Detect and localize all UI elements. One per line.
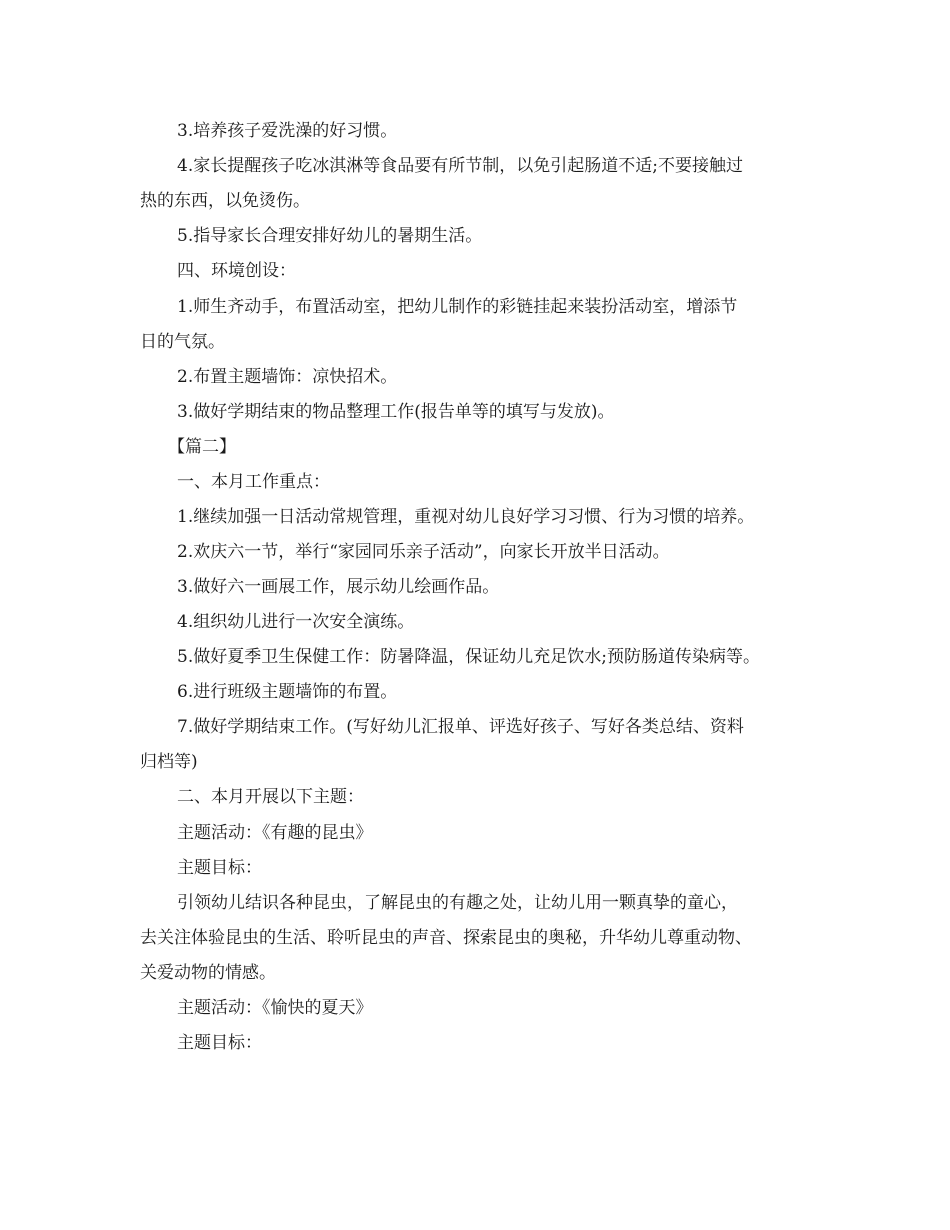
list-item: 7.做好学期结束工作。(写好幼儿汇报单、评选好孩子、写好各类总结、资料 bbox=[177, 717, 744, 737]
paragraph-continuation: 日的气氛。 bbox=[140, 332, 225, 352]
paragraph-continuation: 关爱动物的情感。 bbox=[140, 963, 276, 983]
list-item: 3.培养孩子爱洗澡的好习惯。 bbox=[177, 121, 398, 141]
list-item: 3.做好六一画展工作，展示幼儿绘画作品。 bbox=[177, 577, 500, 597]
list-item: 3.做好学期结束的物品整理工作(报告单等的填写与发放)。 bbox=[177, 402, 615, 422]
section-heading: 二、本月开展以下主题： bbox=[177, 787, 364, 807]
list-item: 5.做好夏季卫生保健工作：防暑降温，保证幼儿充足饮水;预防肠道传染病等。 bbox=[177, 647, 760, 667]
section-heading: 四、环境创设： bbox=[177, 261, 296, 281]
theme-goal-label: 主题目标： bbox=[177, 858, 262, 878]
list-item: 1.继续加强一日活动常规管理，重视对幼儿良好学习习惯、行为习惯的培养。 bbox=[177, 507, 755, 527]
list-item: 2.布置主题墙饰：凉快招术。 bbox=[177, 367, 398, 387]
list-item: 2.欢庆六一节，举行“家园同乐亲子活动”，向家长开放半日活动。 bbox=[177, 542, 670, 562]
theme-activity-title: 主题活动：《有趣的昆虫》 bbox=[177, 823, 373, 843]
list-item: 4.组织幼儿进行一次安全演练。 bbox=[177, 612, 415, 632]
list-item: 4.家长提醒孩子吃冰淇淋等食品要有所节制，以免引起肠道不适;不要接触过 bbox=[177, 156, 743, 176]
list-item: 5.指导家长合理安排好幼儿的暑期生活。 bbox=[177, 226, 483, 246]
paragraph-continuation: 热的东西，以免烫伤。 bbox=[140, 191, 310, 211]
list-item: 6.进行班级主题墙饰的布置。 bbox=[177, 682, 398, 702]
paragraph: 引领幼儿结识各种昆虫，了解昆虫的有趣之处，让幼儿用一颗真挚的童心， bbox=[177, 893, 738, 913]
part-heading: 【篇二】 bbox=[168, 437, 236, 457]
list-item: 1.师生齐动手，布置活动室，把幼儿制作的彩链挂起来装扮活动室，增添节 bbox=[177, 297, 738, 317]
theme-goal-label: 主题目标： bbox=[177, 1033, 262, 1053]
theme-activity-title: 主题活动：《愉快的夏天》 bbox=[177, 998, 373, 1018]
paragraph-continuation: 去关注体验昆虫的生活、聆听昆虫的声音、探索昆虫的奥秘，升华幼儿尊重动物、 bbox=[140, 928, 752, 948]
section-heading: 一、本月工作重点： bbox=[177, 472, 330, 492]
paragraph-continuation: 归档等) bbox=[140, 752, 198, 772]
